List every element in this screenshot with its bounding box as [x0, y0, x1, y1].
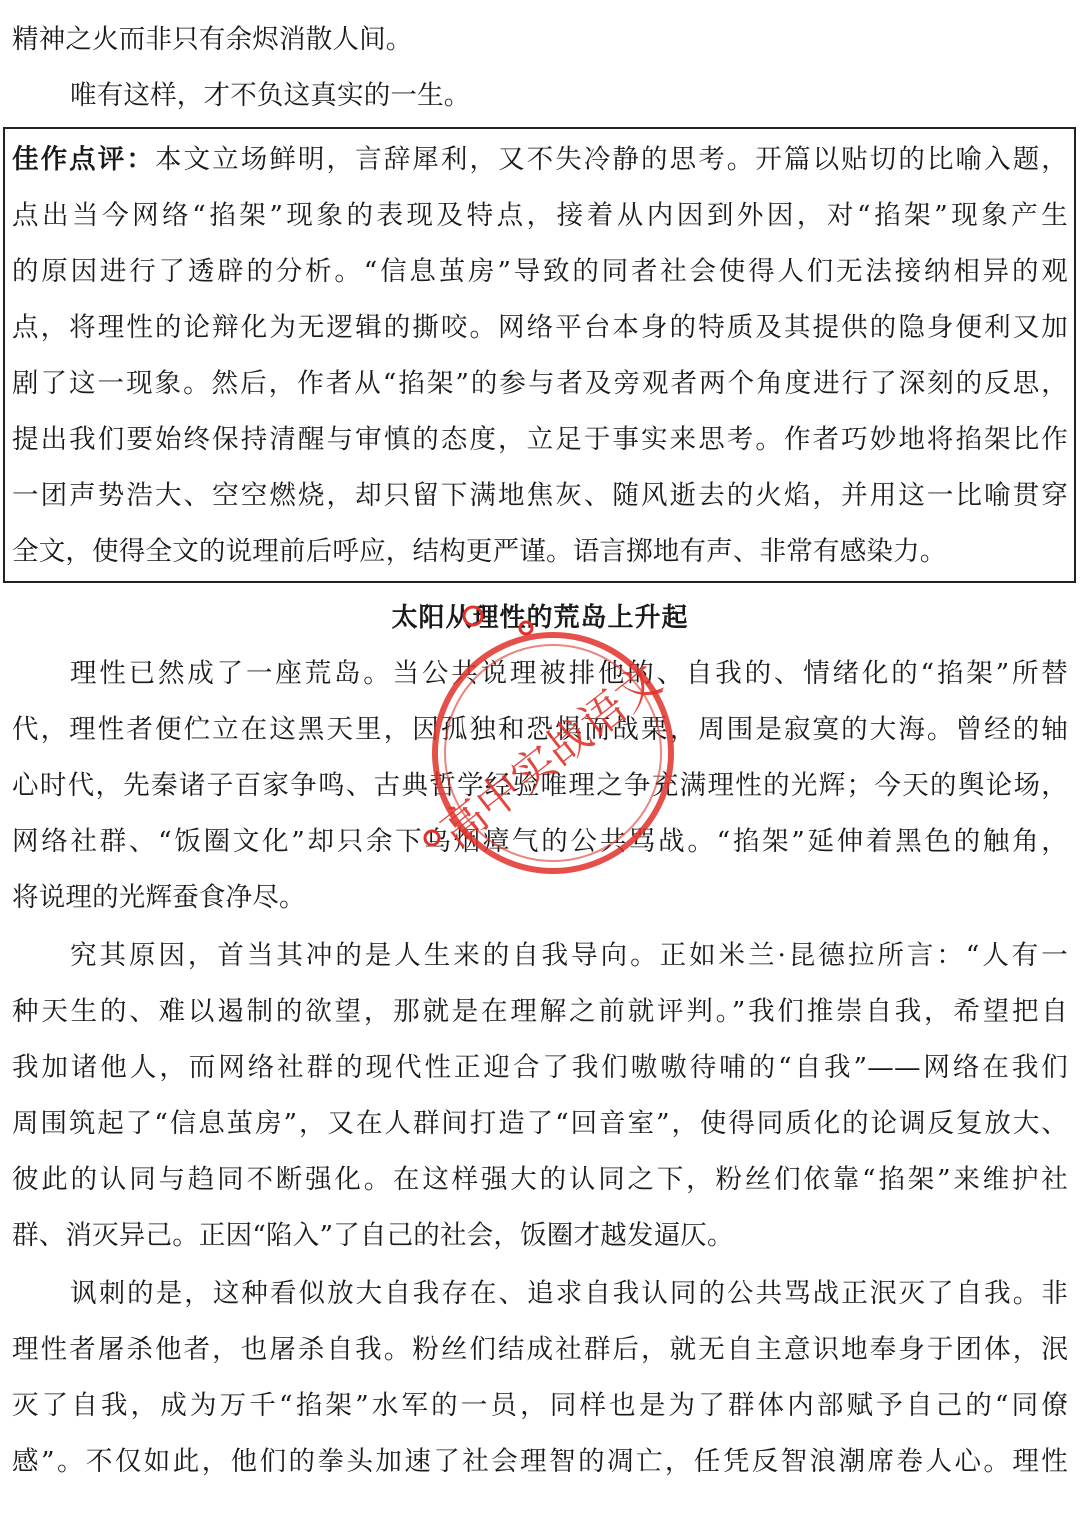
essay-line: 将说理的光辉蚕食净尽。 [12, 882, 306, 913]
essay-line: 灭了自我，成为万千“掐架”水军的一员，同样也是为了群体内部赋予自己的“同僚 [12, 1390, 1068, 1421]
review-line: 的原因进行了透辟的分析。“信息茧房”导致的同者社会使得人们无法接纳相异的观 [12, 256, 1068, 287]
essay-line: 彼此的认同与趋同不断强化。在这样强大的认同之下，粉丝们依靠“掐架”来维护社 [12, 1164, 1068, 1195]
review-line-1 [12, 140, 1068, 180]
essay-line: 感”。不仅如此，他们的拳头加速了社会理智的凋亡，任凭反智浪潮席卷人心。理性 [12, 1446, 1068, 1477]
review-line: 一团声势浩大、空空燃烧，却只留下满地焦灰、随风逝去的火焰，并用这一比喻贯穿 [12, 480, 1068, 511]
essay-line: 心时代，先秦诸子百家争鸣、古典哲学经验唯理之争充满理性的光辉；今天的舆论场， [12, 770, 1068, 801]
review-line: 点出当今网络“掐架”现象的表现及特点，接着从内因到外因，对“掐架”现象产生 [12, 200, 1068, 231]
essay-line: 种天生的、难以遏制的欲望，那就是在理解之前就评判。”我们推崇自我，希望把自 [12, 996, 1068, 1027]
review-line: 提出我们要始终保持清醒与审慎的态度，立足于事实来思考。作者巧妙地将掐架比作 [12, 424, 1068, 455]
stamp-text: 高中实战语文 [431, 654, 672, 858]
review-label: 佳作点评： [12, 144, 155, 175]
essay-line: 我加诸他人，而网络社群的现代性正迎合了我们嗷嗷待哺的“自我”——网络在我们 [12, 1052, 1068, 1083]
essay-line: 周围筑起了“信息茧房”，又在人群间打造了“回音室”，使得同质化的论调反复放大、 [12, 1108, 1068, 1139]
essay-line: 理性者屠杀他者，也屠杀自我。粉丝们结成社群后，就无自主意识地奉身于团体，泯 [12, 1334, 1068, 1365]
essay-line: 网络社群、“饭圈文化”却只余下乌烟瘴气的公共骂战。“掐架”延伸着黑色的触角， [12, 826, 1068, 857]
paragraph-line: 唯有这样，才不负这真实的一生。 [70, 80, 471, 111]
essay-line: 理性已然成了一座荒岛。当公共说理被排他的、自我的、情绪化的“掐架”所替 [70, 658, 1068, 689]
paragraph-line: 精神之火而非只有余烬消散人间。 [12, 24, 413, 55]
review-line: 点，将理性的论辩化为无逻辑的撕咬。网络平台本身的特质及其提供的隐身便利又加 [12, 312, 1068, 343]
review-text: 本文立场鲜明，言辞犀利，又不失冷静的思考。开篇以贴切的比喻入题， [154, 144, 1068, 175]
essay-line: 究其原因，首当其冲的是人生来的自我导向。正如米兰·昆德拉所言：“人有一 [70, 940, 1068, 971]
review-line: 全文，使得全文的说理前后呼应，结构更严谨。语言掷地有声、非常有感染力。 [12, 536, 947, 567]
essay-title: 太阳从理性的荒岛上升起 [391, 603, 689, 633]
review-line: 剧了这一现象。然后，作者从“掐架”的参与者及旁观者两个角度进行了深刻的反思， [12, 368, 1068, 399]
essay-line: 代，理性者便伫立在这黑天里，因孤独和恐惧而战栗，周围是寂寞的大海。曾经的轴 [12, 714, 1068, 745]
essay-line: 讽刺的是，这种看似放大自我存在、追求自我认同的公共骂战正泯灭了自我。非 [70, 1278, 1068, 1309]
essay-line: 群、消灭异己。正因“陷入”了自己的社会，饭圈才越发逼仄。 [12, 1220, 734, 1251]
